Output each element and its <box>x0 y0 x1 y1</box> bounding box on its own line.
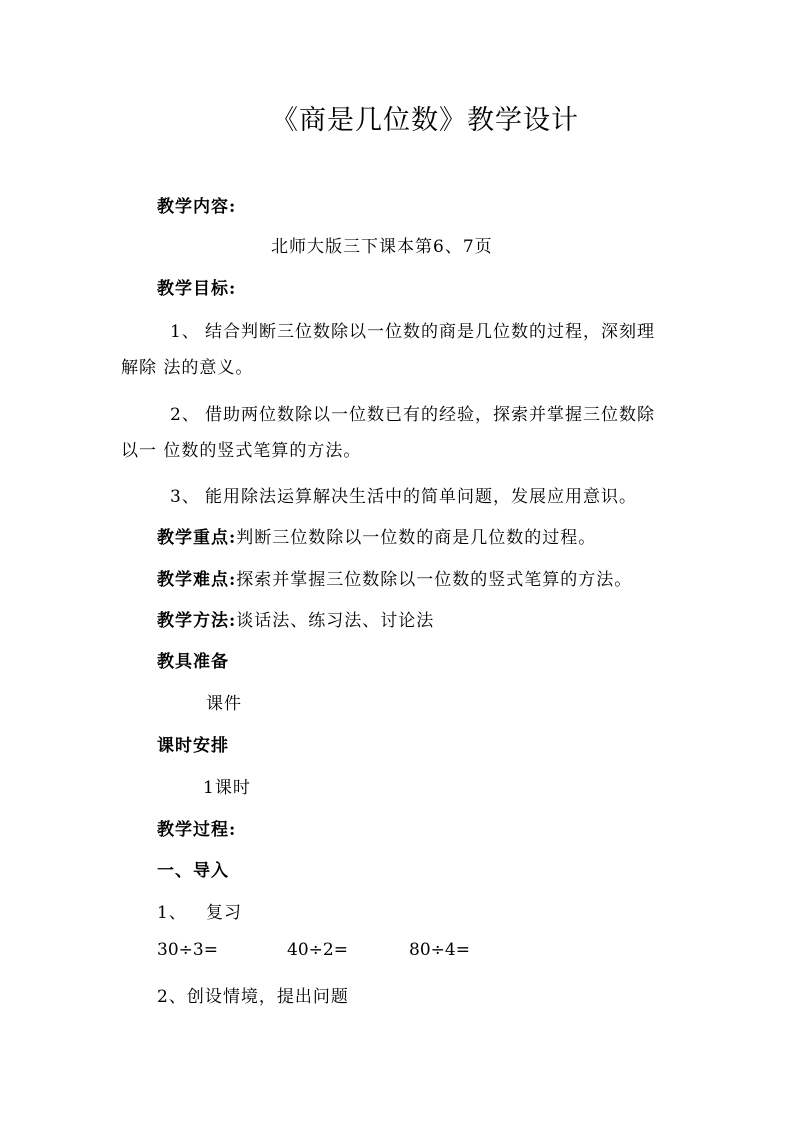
document-title: 《商是几位数》教学设计 <box>271 105 579 136</box>
objective-1-line1: 结合判断三位数除以一位数的商是几位数的过程，深刻理 <box>205 322 655 342</box>
difficulty-value: 探索并掌握三位数除以一位数的竖式笔算的方法。 <box>236 570 633 590</box>
objective-2-line1: 借助两位数除以一位数已有的经验，探索并掌握三位数除 <box>205 405 655 425</box>
exercise-3: 80÷4= <box>409 940 470 960</box>
objective-2-number: 2、 <box>170 405 200 425</box>
objective-1-line2: 解除 法的意义。 <box>121 358 254 378</box>
difficulty-row <box>157 565 632 590</box>
schedule-value: 1课时 <box>203 778 251 798</box>
schedule-label: 课时安排 <box>157 736 229 756</box>
objective-1-number: 1、 <box>170 322 200 342</box>
process-label: 教学过程: <box>157 820 237 840</box>
objective-3-number: 3、 <box>170 487 200 507</box>
objective-3-line1: 能用除法运算解决生活中的简单问题，发展应用意识。 <box>205 487 637 507</box>
section-intro: 一、导入 <box>157 861 229 881</box>
step-scenario: 2、创设情境，提出问题 <box>157 987 349 1007</box>
objectives-label: 教学目标: <box>157 279 237 299</box>
step-review: 1、 复习 <box>157 903 243 923</box>
method-row <box>157 606 434 631</box>
exercise-2: 40÷2= <box>287 940 348 960</box>
exercise-1: 30÷3= <box>157 940 218 960</box>
content-value: 北师大版三下课本第6、7页 <box>271 237 493 257</box>
method-value: 谈话法、练习法、讨论法 <box>236 611 435 631</box>
key-point-label: 教学重点: <box>157 528 237 548</box>
tools-label: 教具准备 <box>157 652 229 672</box>
key-point-value: 判断三位数除以一位数的商是几位数的过程。 <box>236 528 597 548</box>
content-label: 教学内容: <box>157 197 237 217</box>
difficulty-label: 教学难点: <box>157 570 237 590</box>
method-label: 教学方法: <box>157 611 237 631</box>
key-point-row <box>157 523 596 548</box>
objective-2-line2: 以一 位数的竖式笔算的方法。 <box>121 441 362 461</box>
tools-value: 课件 <box>206 694 242 714</box>
